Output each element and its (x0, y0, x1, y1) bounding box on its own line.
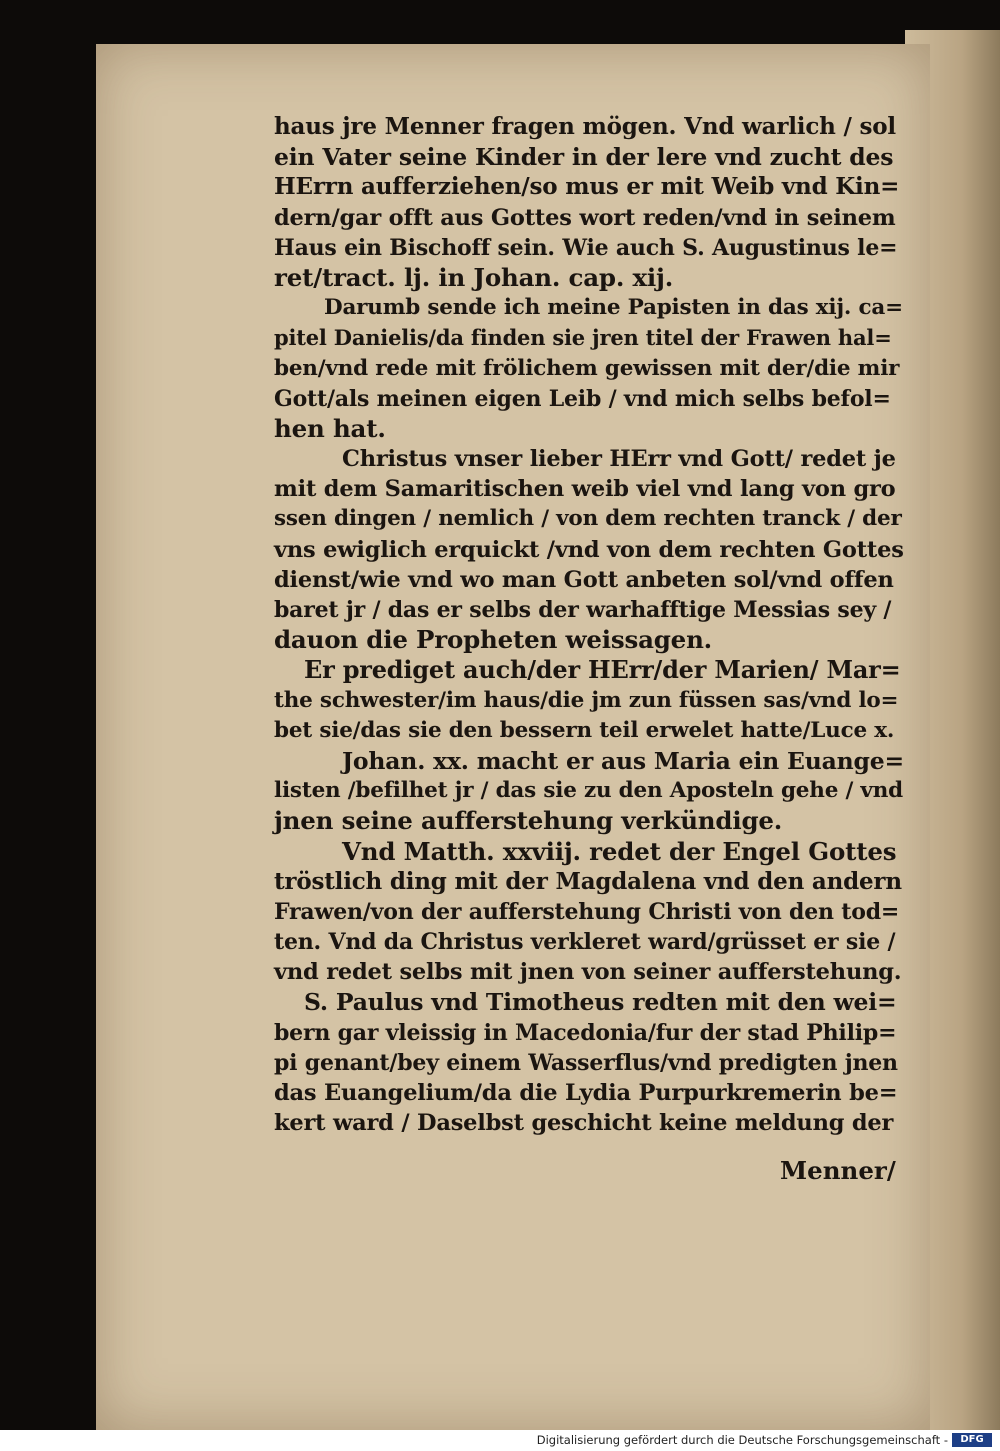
funding-credit: Digitalisierung gefördert durch die Deutsche Forschungsgemeinschaft - (536, 1433, 948, 1447)
text-line: ben/vnd rede mit frölichem gewissen mit der/die mir (274, 355, 900, 381)
text-line: tröstlich ding mit der Magdalena vnd den andern (274, 867, 902, 895)
text-line: Christus vnser lieber HErr vnd Gott/ redet je (342, 446, 896, 473)
text-line: S. Paulus vnd Timotheus redten mit den wei= (304, 988, 897, 1017)
text-line: Johan. xx. macht er aus Maria ein Euange= (342, 746, 904, 775)
text-line: Darumb sende ich meine Papisten in das xij. ca= (324, 295, 903, 321)
text-line: vns ewiglich erquickt /vnd von dem rechten Gottes (274, 536, 904, 563)
text-line: pitel Danielis/da finden sie jren titel der Frawen hal= (274, 325, 892, 351)
text-line: bet sie/das sie den bessern teil erwelet hatte/Luce x. (274, 717, 895, 743)
page-text (274, 112, 904, 1138)
text-line: Er prediget auch/der HErr/der Marien/ Mar= (304, 655, 901, 685)
text-line: bern gar vleissig in Macedonia/fur der stad Philip= (274, 1019, 897, 1046)
text-line: kert ward / Daselbst geschicht keine meldung der (274, 1110, 894, 1137)
text-line: pi genant/bey einem Wasserflus/vnd predigten jnen (274, 1049, 898, 1076)
catchword: Menner/ (780, 1156, 896, 1185)
text-line: dienst/wie vnd wo man Gott anbeten sol/vnd offen (274, 566, 894, 593)
text-line: haus jre Menner fragen mögen. Vnd warlich / sol (274, 113, 896, 140)
text-line: dauon die Propheten weissagen. (274, 625, 713, 655)
text-line: ein Vater seine Kinder in der lere vnd zucht des (274, 143, 894, 172)
text-line: Gott/als meinen eigen Leib / vnd mich selbs befol= (274, 385, 891, 412)
text-line: Vnd Matth. xxviij. redet der Engel Gottes (342, 836, 897, 866)
footer-bar (0, 1430, 1000, 1451)
text-line: the schwester/im haus/die jm zun füssen sas/vnd lo= (274, 687, 899, 713)
text-line: ssen dingen / nemlich / von dem rechten tranck / der (274, 506, 902, 532)
text-line: ret/tract. lj. in Johan. cap. xij. (274, 262, 674, 292)
text-line: HErrn aufferziehen/so mus er mit Weib vnd Kin= (274, 173, 900, 201)
text-line: das Euangelium/da die Lydia Purpurkremerin be= (274, 1080, 898, 1106)
text-line: mit dem Samaritischen weib viel vnd lang von gro (274, 476, 896, 503)
text-line: baret jr / das er selbs der warhafftige Messias sey / (274, 597, 892, 623)
dfg-logo-icon: DFG (952, 1433, 992, 1447)
text-line: listen /befilhet jr / das sie zu den Aposteln gehe / vnd (274, 778, 903, 804)
text-line: ten. Vnd da Christus verkleret ward/grüsset er sie / (274, 929, 896, 956)
text-line: vnd redet selbs mit jnen von seiner aufferstehung. (274, 959, 902, 986)
text-line: Haus ein Bischoff sein. Wie auch S. Augustinus le= (274, 234, 898, 261)
text-line: jnen seine aufferstehung verkündige. (274, 806, 783, 836)
text-line: dern/gar offt aus Gottes wort reden/vnd in seinem (274, 204, 896, 231)
text-line: hen hat. (274, 413, 386, 443)
text-line: Frawen/von der aufferstehung Christi von den tod= (274, 898, 900, 925)
